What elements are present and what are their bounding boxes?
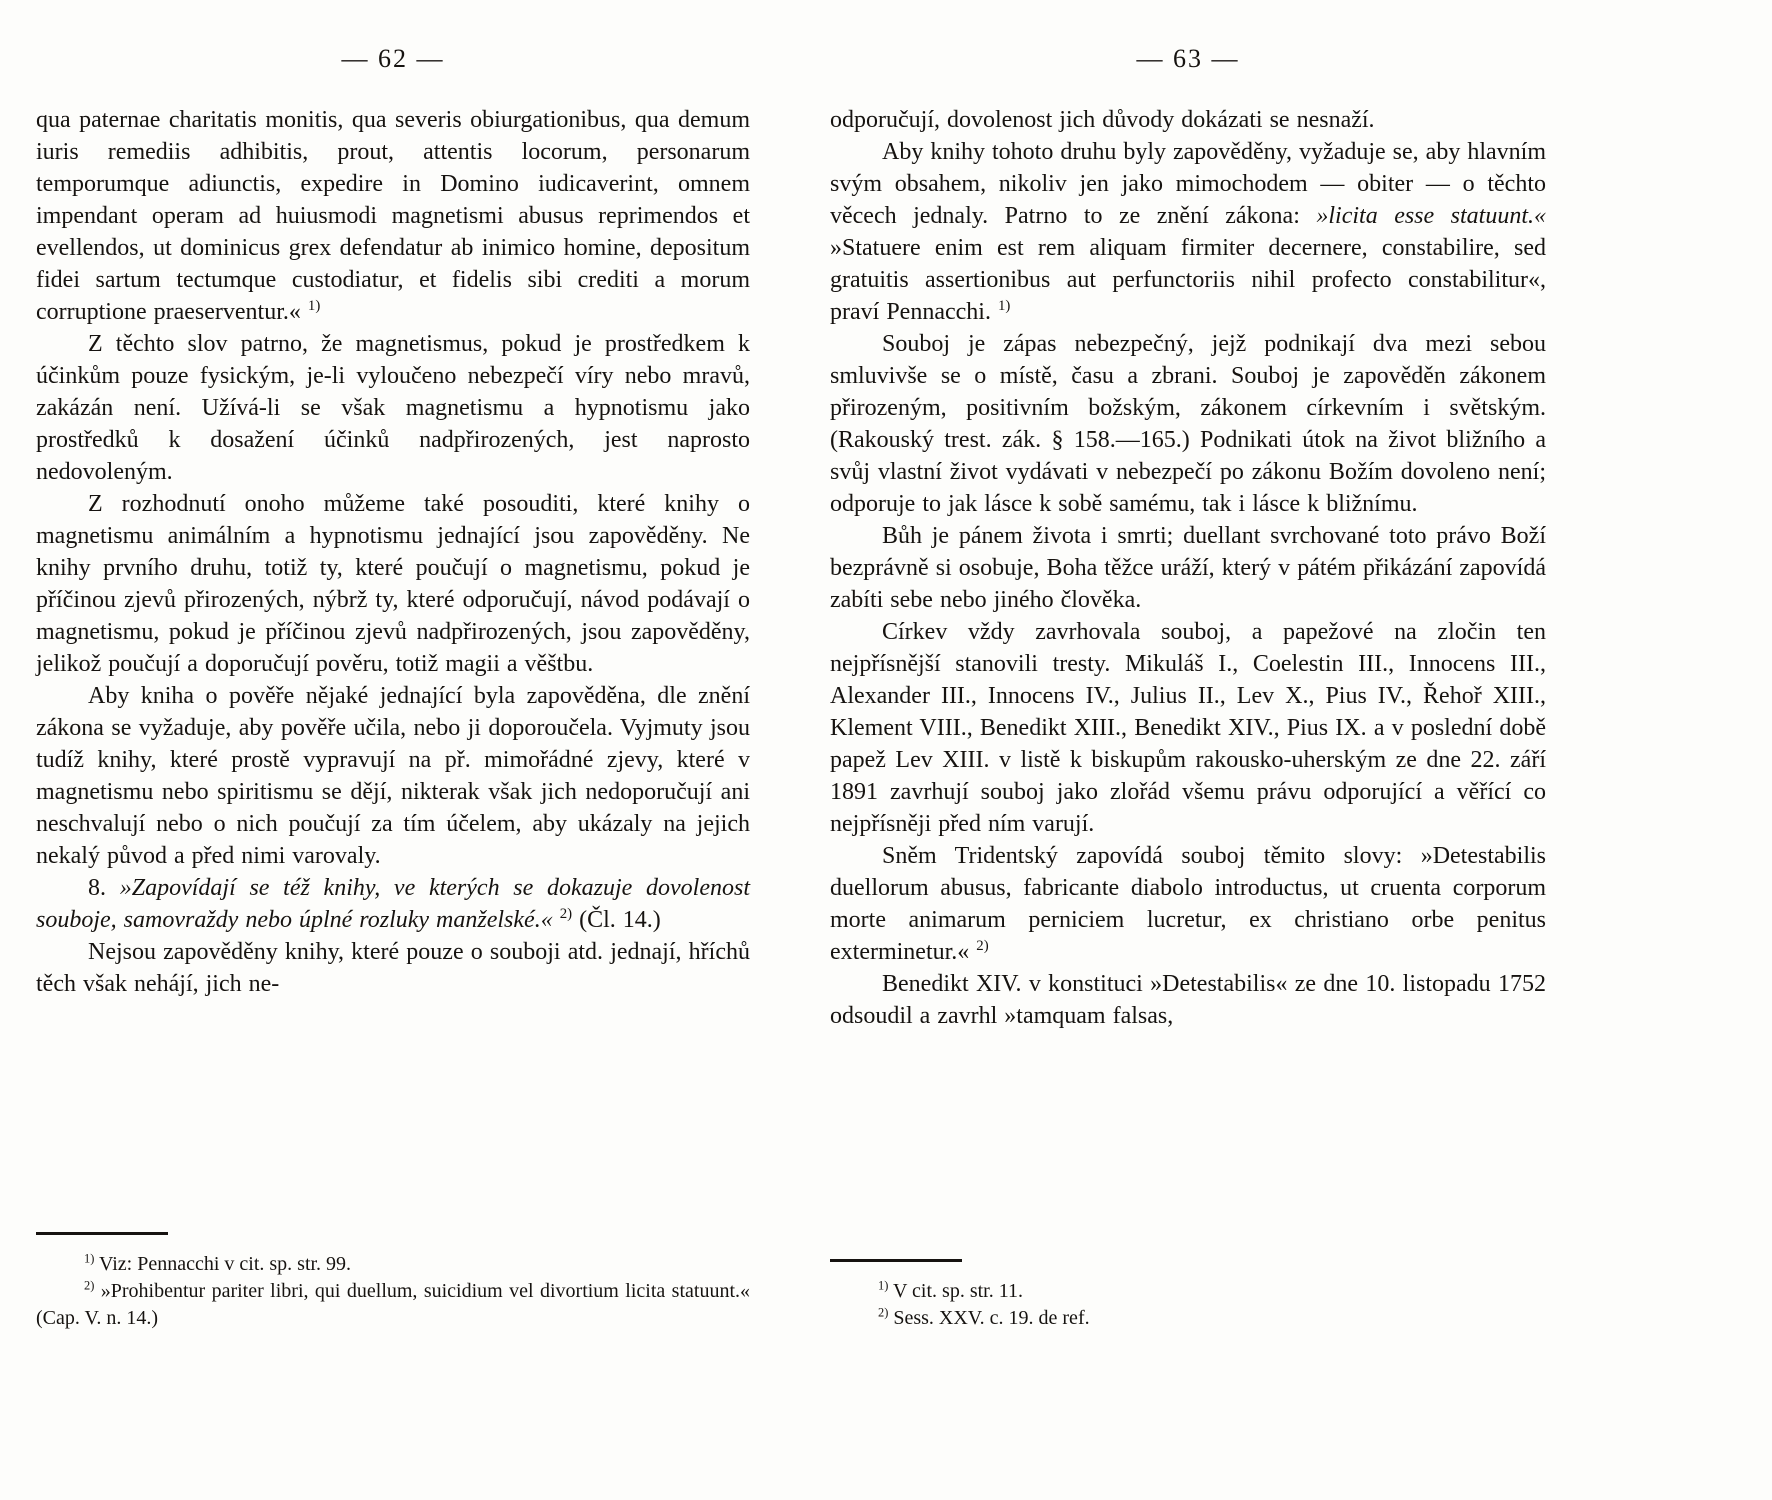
text-segment: »Zapovídají se též knihy, ve kterých se dokazuje dovolenost souboje, samovraždy nebo úplné rozluky manželské.« <box>36 875 751 933</box>
paragraph <box>36 104 750 328</box>
paragraph <box>36 680 750 872</box>
paragraph <box>830 968 1546 1032</box>
footnote-marker: 1) <box>878 1278 889 1293</box>
footnote-marker: 2) <box>878 1305 889 1320</box>
text-segment: Benedikt XIV. v konstituci »Detestabilis« ze dne 10. listopadu 1752 odsoudil a zavrhl »tamquam falsas, <box>830 971 1546 1029</box>
page-63 <box>830 0 1546 1500</box>
text-segment: qua paternae charitatis monitis, qua severis obiurgationibus, qua demum iuris remediis adhibitis, prout, attentis locorum, personarum temporumque adiunctis, expedire in Domino iudicaverint, omnem impendant operam ad huiusmodi magnetismi abusus reprimendos et evellendos, ut dominicus grex defendatur ab inimico homine, depositum fidei sartum tectumque custodiatur, et fidelis sibi crediti a morum corruptione praeserventur.« <box>36 107 750 325</box>
paragraph <box>36 328 750 488</box>
footnotes-section <box>830 1239 1546 1332</box>
footnote-marker: 2) <box>976 938 989 954</box>
paragraph <box>830 616 1546 840</box>
text-segment: 8. <box>88 875 120 901</box>
page-body <box>830 104 1546 1032</box>
text-segment: Z rozhodnutí onoho můžeme také posouditi, které knihy o magnetismu animálním a hypnotismu jednající jsou zapověděny. Ne knihy prvního druhu, totiž ty, které poučují o magnetismu, pokud je příčinou zjevů přirozených, nýbrž ty, které odporučují, návod podávají o magnetismu, pokud je příčinou zjevů nadpřirozených, jsou zapověděny, jelikož poučují a doporučují pověru, totiž magii a věštbu. <box>36 491 750 677</box>
footnote-marker: 1) <box>997 298 1011 314</box>
page-62 <box>36 0 750 1500</box>
footnotes-section <box>36 1212 750 1332</box>
text-segment: Bůh je pánem života i smrti; duellant svrchované toto právo Boží bezprávně si osobuje, Boha těžce uráží, který v pátém přikázání zapovídá zabíti sebe nebo jiného člověka. <box>830 523 1546 613</box>
text-segment: (Čl. 14.) <box>572 907 661 933</box>
text-segment: »Statuere enim est rem aliquam firmiter decernere, constabilire, sed gratuitis assertionibus aut perfunctoriis nihil profecto constabilitur«, praví Pennacchi. <box>830 235 1546 325</box>
paragraph <box>830 104 1546 136</box>
paragraph <box>830 328 1546 520</box>
paragraph <box>830 136 1546 328</box>
paragraph <box>830 520 1546 616</box>
footnote <box>830 1305 1546 1332</box>
footnote-rule <box>830 1259 962 1262</box>
page-number: — 62 — <box>341 44 445 73</box>
text-segment: Aby kniha o pověře nějaké jednající byla zapověděna, dle znění zákona se vyžaduje, aby pověře učila, nebo ji doporoučela. Vyjmuty jsou tudíž knihy, které prostě vypravují na př. mimořádné zjevy, které v magnetismu nebo spiritismu se dějí, nikterak však jich nedoporučují ani neschvalují nebo o nich poučují za tím účelem, aby ukázaly na jejich nekalý původ a před nimi varovaly. <box>36 683 750 869</box>
text-segment: V cit. sp. str. 11. <box>888 1280 1023 1302</box>
text-segment: »licita esse statuunt.« <box>1316 203 1547 229</box>
text-segment: Aby knihy tohoto druhu byly zapověděny, vyžaduje se, aby hlavním svým obsahem, nikoliv jen jako mimochodem — obiter — o těchto věcech jednaly. Patrno to ze znění zákona: <box>830 139 1546 229</box>
paragraph <box>36 488 750 680</box>
text-segment: Nejsou zapověděny knihy, které pouze o souboji atd. jednají, hříchů těch však nehájí, jich ne- <box>36 939 750 997</box>
text-segment: Církev vždy zavrhovala souboj, a papežové na zločin ten nejpřísnější stanovili tresty. Mikuláš I., Coelestin III., Innocens III., Alexander III., Innocens IV., Julius II., Lev X., Pius IV., Řehoř XIII., Klement VIII., Benedikt XIII., Benedikt XIV., Pius IX. a v poslední době papež Lev XIII. v listě k biskupům rakousko-uherským ze dne 22. září 1891 zavrhují souboj jako zlořád všemu právu odporující a věřící co nejpřísněji před ním varují. <box>830 619 1546 837</box>
paragraph <box>36 872 750 936</box>
footnote-marker: 1) <box>307 298 321 314</box>
paragraph <box>830 840 1546 968</box>
footnote-rule <box>36 1232 168 1235</box>
footnote <box>830 1278 1546 1305</box>
text-segment: »Prohibentur pariter libri, qui duellum, suicidium vel divortium licita statuunt.« (Cap. V. n. 14.) <box>36 1280 750 1329</box>
text-segment: odporučují, dovolenost jich důvody dokázati se nesnaží. <box>830 107 1375 133</box>
footnote <box>36 1278 750 1332</box>
text-segment: Z těchto slov patrno, že magnetismus, pokud je prostředkem k účinkům pouze fysickým, je-li vyloučeno nebezpečí víry nebo mravů, zakázán není. Užívá-li se však magnetismu a hypnotismu jako prostředků k dosažení účinků nadpřirozených, jest naprosto nedovoleným. <box>36 331 750 485</box>
page-number: — 63 — <box>1136 44 1240 73</box>
text-segment: Sess. XXV. c. 19. de ref. <box>888 1307 1090 1329</box>
footnote-body <box>830 1278 1546 1332</box>
footnote <box>36 1251 750 1278</box>
text-segment: Viz: Pennacchi v cit. sp. str. 99. <box>94 1253 352 1275</box>
footnote-marker: 2) <box>559 906 573 922</box>
text-segment: Sněm Tridentský zapovídá souboj těmito slovy: »Detestabilis duellorum abusus, fabricante diabolo introductus, ut cruenta corporum morte animarum perniciem lucretur, ex christiano orbe penitus exterminetur.« <box>830 843 1546 965</box>
page-body <box>36 104 750 1000</box>
paragraph <box>36 936 750 1000</box>
footnote-marker: 2) <box>84 1278 95 1293</box>
text-segment: Souboj je zápas nebezpečný, jejž podnikají dva mezi sebou smluvivše se o místě, času a zbrani. Souboj je zapověděn zákonem přirozeným, positivním božským, zákonem církevním i světským. (Rakouský trest. zák. § 158.—165.) Podnikati útok na život bližního a svůj vlastní život vydávati v nebezpečí po zákonu Božím dovoleno není; odporuje to jak lásce k sobě samému, tak i lásce k bližnímu. <box>830 331 1546 517</box>
footnote-marker: 1) <box>84 1251 95 1266</box>
footnote-body <box>36 1251 750 1332</box>
